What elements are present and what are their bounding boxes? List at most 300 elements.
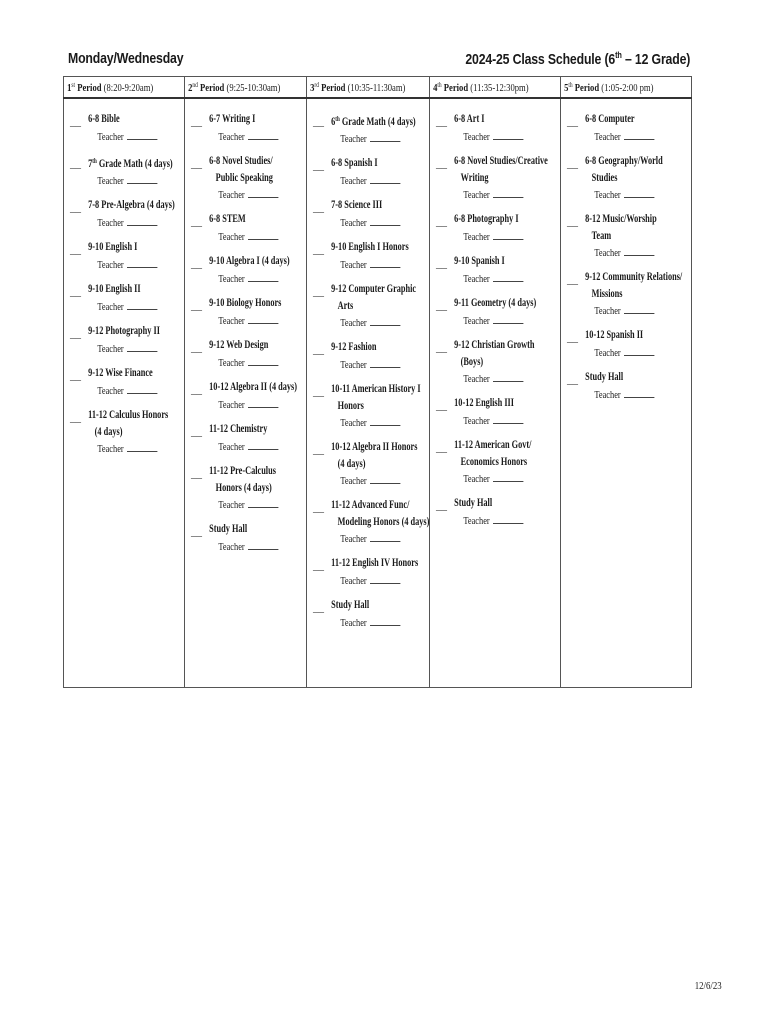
teacher-blank-line[interactable] (370, 531, 400, 542)
course-name-text: 11-12 Pre-Calculus (209, 465, 276, 477)
teacher-label: Teacher (97, 217, 124, 229)
teacher-blank-line[interactable] (127, 341, 157, 352)
period-header-row (64, 77, 692, 99)
selection-blank[interactable]: __ (436, 442, 447, 454)
teacher-field (191, 187, 275, 203)
course-entry (191, 211, 302, 245)
teacher-label: Teacher (340, 175, 367, 187)
teacher-field (191, 397, 275, 413)
course-entry (436, 111, 556, 145)
selection-blank[interactable]: __ (436, 342, 447, 354)
course-name (329, 281, 416, 298)
course-name (86, 239, 137, 256)
teacher-field (436, 413, 527, 429)
course-entry (313, 239, 425, 273)
teacher-label: Teacher (463, 231, 490, 243)
course-name-prefix: 7 (88, 158, 93, 170)
teacher-label: Teacher (594, 189, 621, 201)
selection-blank[interactable]: __ (436, 400, 447, 412)
teacher-blank-line[interactable] (493, 187, 523, 198)
course-name-text: 10-12 English III (454, 397, 514, 409)
teacher-label: Teacher (463, 273, 490, 285)
course-title-row (191, 211, 302, 229)
teacher-label: Teacher (594, 389, 621, 401)
course-title-row (436, 211, 556, 229)
selection-blank[interactable]: __ (191, 526, 202, 538)
teacher-label: Teacher (218, 441, 245, 453)
selection-blank[interactable]: __ (70, 328, 81, 340)
course-name (452, 111, 485, 128)
course-name-text: 6-8 Novel Studies/Creative (454, 155, 548, 167)
selection-blank[interactable]: __ (191, 216, 202, 228)
course-name-continued: Arts (337, 300, 354, 312)
course-name (583, 153, 663, 170)
teacher-blank-line[interactable] (370, 473, 400, 484)
teacher-field (313, 357, 398, 373)
teacher-field (70, 215, 154, 231)
course-name-continued: Missions (591, 288, 623, 300)
course-entry (567, 153, 687, 203)
teacher-blank-line[interactable] (624, 387, 654, 398)
selection-blank[interactable]: __ (436, 258, 447, 270)
course-title-row (436, 253, 556, 271)
teacher-blank-line[interactable] (370, 257, 400, 268)
course-name-block (86, 281, 162, 298)
teacher-label: Teacher (463, 131, 490, 143)
selection-blank[interactable]: __ (191, 426, 202, 438)
course-name-block (329, 339, 395, 356)
period-column-2 (185, 98, 307, 688)
course-title-row (191, 421, 302, 439)
teacher-field (191, 313, 275, 329)
teacher-blank-line[interactable] (370, 415, 400, 426)
teacher-blank-line[interactable] (624, 303, 654, 314)
course-name-block (452, 337, 567, 371)
teacher-blank-line[interactable] (370, 615, 400, 626)
teacher-blank-line[interactable] (370, 173, 400, 184)
selection-blank[interactable]: __ (436, 500, 447, 512)
selection-blank[interactable]: __ (313, 602, 324, 614)
course-name-text: 6-8 Photography I (454, 213, 519, 225)
selection-blank[interactable]: __ (191, 342, 202, 354)
course-name-text: 9-12 Web Design (209, 339, 269, 351)
teacher-blank-line[interactable] (127, 299, 157, 310)
course-name-text: 11-12 Advanced Func/ (331, 499, 410, 511)
course-name (329, 339, 376, 356)
teacher-blank-line[interactable] (248, 187, 278, 198)
course-name-block (86, 111, 133, 128)
course-name-continued: Honors (4 days) (215, 482, 272, 494)
course-entry (567, 369, 687, 403)
teacher-field (436, 229, 527, 245)
course-name-block (583, 369, 639, 386)
selection-blank[interactable]: __ (567, 216, 578, 228)
course-entry (191, 421, 302, 455)
selection-blank[interactable]: __ (70, 412, 81, 424)
course-entry (313, 597, 425, 631)
teacher-label: Teacher (97, 385, 124, 397)
course-name-text: 6-8 Spanish I (331, 157, 378, 169)
teacher-field (436, 187, 527, 203)
teacher-blank-line[interactable] (248, 497, 278, 508)
course-name-text: Study Hall (331, 599, 370, 611)
course-entry (436, 253, 556, 287)
course-name (207, 253, 290, 270)
teacher-field (567, 303, 658, 319)
course-title-row (191, 153, 302, 187)
selection-blank[interactable]: __ (313, 502, 324, 514)
selection-blank[interactable]: __ (313, 444, 324, 456)
course-title-row (436, 395, 556, 413)
course-name-block (452, 153, 585, 187)
course-title-row (70, 323, 180, 341)
teacher-field (70, 383, 154, 399)
course-name (583, 327, 643, 344)
teacher-field (191, 497, 275, 513)
selection-blank[interactable]: __ (191, 384, 202, 396)
teacher-field (313, 257, 398, 273)
course-title-row (191, 253, 302, 271)
teacher-field (436, 129, 527, 145)
selection-blank[interactable]: __ (70, 286, 81, 298)
teacher-label: Teacher (218, 273, 245, 285)
teacher-blank-line[interactable] (127, 173, 157, 184)
course-entry (70, 281, 180, 315)
course-name (329, 239, 409, 256)
course-name-block (452, 395, 538, 412)
course-name-continued: Public Speaking (215, 172, 273, 184)
course-name (329, 439, 417, 456)
course-name-text: 9-10 Biology Honors (209, 297, 282, 309)
course-name-text: 7-8 Science III (331, 199, 383, 211)
course-entry (313, 111, 425, 147)
course-name-text: 11-12 Calculus Honors (88, 409, 169, 421)
teacher-label: Teacher (218, 231, 245, 243)
teacher-field (313, 315, 398, 331)
teacher-blank-line[interactable] (370, 315, 400, 326)
course-title-row (191, 295, 302, 313)
course-name-block (583, 327, 667, 344)
course-name (329, 155, 378, 172)
course-name-block (207, 463, 303, 497)
teacher-field (191, 129, 275, 145)
course-entry (191, 111, 302, 145)
teacher-label: Teacher (594, 247, 621, 259)
course-name-block (329, 197, 403, 214)
course-name (583, 369, 623, 386)
teacher-field (313, 215, 398, 231)
course-name (452, 295, 536, 312)
teacher-field (313, 173, 398, 189)
course-name-text: 10-12 Algebra II (4 days) (209, 381, 298, 393)
teacher-blank-line[interactable] (493, 513, 523, 524)
course-entry (313, 155, 425, 189)
teacher-label: Teacher (594, 131, 621, 143)
teacher-field (70, 441, 154, 457)
course-entry (191, 295, 302, 329)
teacher-field (70, 173, 154, 189)
schedule-title-sup: th (614, 50, 622, 60)
course-name-text: Study Hall (454, 497, 493, 509)
course-name-block (86, 365, 179, 382)
teacher-blank-line[interactable] (248, 129, 278, 140)
selection-blank[interactable]: __ (313, 160, 324, 172)
teacher-field (191, 539, 275, 555)
selection-blank[interactable]: __ (191, 258, 202, 270)
teacher-blank-line[interactable] (127, 441, 157, 452)
course-entry (436, 437, 556, 487)
course-entry (567, 269, 687, 319)
course-title-row (436, 495, 556, 513)
selection-blank[interactable]: __ (567, 158, 578, 170)
teacher-field (436, 271, 527, 287)
course-name (207, 463, 276, 480)
course-name-text: 9-12 Community Relations/ (585, 271, 683, 283)
course-name-text: Study Hall (209, 523, 248, 535)
teacher-blank-line[interactable] (493, 413, 523, 424)
schedule-table (63, 76, 692, 688)
course-title-row (191, 111, 302, 129)
teacher-label: Teacher (218, 399, 245, 411)
teacher-field (191, 271, 275, 287)
schedule-title-pre: 2024-25 Class Schedule (6 (465, 51, 615, 68)
course-name-block (329, 239, 440, 256)
teacher-label: Teacher (340, 575, 367, 587)
teacher-blank-line[interactable] (493, 129, 523, 140)
teacher-label: Teacher (97, 301, 124, 313)
selection-blank[interactable]: __ (567, 332, 578, 344)
selection-blank[interactable]: __ (567, 374, 578, 386)
teacher-label: Teacher (218, 541, 245, 553)
course-name (452, 437, 531, 454)
course-name-text: 10-11 American History I (331, 383, 421, 395)
course-name-text: 11-12 American Govt/ (454, 439, 532, 451)
course-name (452, 253, 505, 270)
course-name-block (452, 253, 525, 270)
course-entry (191, 337, 302, 371)
course-entry (313, 381, 425, 431)
course-name-text: 6-8 STEM (209, 213, 246, 225)
selection-blank[interactable]: __ (436, 300, 447, 312)
course-name (583, 111, 635, 128)
teacher-blank-line[interactable] (370, 215, 400, 226)
course-name-text: 6-8 Bible (88, 113, 120, 125)
selection-blank[interactable]: __ (191, 158, 202, 170)
period-header-3: 3rd Period (10:35-11:30am) (307, 77, 430, 99)
course-title-row (191, 521, 302, 539)
course-name-continued: (4 days) (94, 426, 123, 438)
course-entry (70, 197, 180, 231)
course-name-text: 9-12 Fashion (331, 341, 377, 353)
course-name-text: 7-8 Pre-Algebra (4 days) (88, 199, 175, 211)
teacher-blank-line[interactable] (127, 129, 157, 140)
course-name-block (329, 555, 453, 572)
course-entry (70, 153, 180, 189)
course-entry (313, 497, 430, 547)
course-title-row (191, 463, 302, 497)
course-title-row (313, 439, 425, 473)
course-entry (567, 111, 687, 145)
period-column-5 (561, 98, 692, 688)
teacher-blank-line[interactable] (493, 271, 523, 282)
teacher-label: Teacher (340, 359, 367, 371)
course-name-text: 9-10 English I (88, 241, 138, 253)
course-entry (70, 365, 180, 399)
selection-blank[interactable]: __ (70, 370, 81, 382)
teacher-blank-line[interactable] (624, 245, 654, 256)
teacher-label: Teacher (340, 317, 367, 329)
course-title-row (567, 369, 687, 387)
teacher-label: Teacher (340, 259, 367, 271)
teacher-label: Teacher (463, 473, 490, 485)
selection-blank[interactable]: __ (313, 560, 324, 572)
teacher-blank-line[interactable] (248, 229, 278, 240)
selection-blank[interactable]: __ (567, 274, 578, 286)
course-name (86, 407, 168, 424)
course-entry (436, 337, 556, 387)
teacher-label: Teacher (340, 217, 367, 229)
selection-blank[interactable]: __ (313, 244, 324, 256)
selection-blank[interactable]: __ (567, 116, 578, 128)
selection-blank[interactable]: __ (70, 116, 81, 128)
course-title-row (436, 295, 556, 313)
teacher-blank-line[interactable] (127, 215, 157, 226)
teacher-blank-line[interactable] (248, 397, 278, 408)
course-title-row (70, 281, 180, 299)
course-entry (313, 439, 425, 489)
selection-blank[interactable]: __ (191, 300, 202, 312)
course-entry (436, 211, 556, 245)
course-name-text: 6-7 Writing I (209, 113, 256, 125)
teacher-label: Teacher (97, 259, 124, 271)
teacher-blank-line[interactable] (248, 539, 278, 550)
course-entry (70, 239, 180, 273)
selection-blank[interactable]: __ (313, 202, 324, 214)
course-name-block (452, 495, 508, 512)
course-name (452, 211, 519, 228)
teacher-blank-line[interactable] (248, 313, 278, 324)
teacher-label: Teacher (218, 189, 245, 201)
course-title-row (70, 365, 180, 383)
selection-blank[interactable]: __ (70, 244, 81, 256)
teacher-blank-line[interactable] (248, 271, 278, 282)
teacher-blank-line[interactable] (493, 471, 523, 482)
selection-blank[interactable]: __ (436, 116, 447, 128)
course-name (207, 211, 246, 228)
course-name-text: 11-12 English IV Honors (331, 557, 419, 569)
course-entry (567, 327, 687, 361)
course-title-row (70, 111, 180, 129)
course-name (86, 153, 173, 173)
teacher-label: Teacher (594, 305, 621, 317)
course-name-prefix: 6 (331, 116, 336, 128)
selection-blank[interactable]: __ (313, 344, 324, 356)
teacher-label: Teacher (218, 357, 245, 369)
course-name-block (207, 253, 322, 270)
selection-blank[interactable]: __ (191, 468, 202, 480)
period-column-1 (64, 98, 185, 688)
course-title-row (436, 337, 556, 371)
teacher-blank-line[interactable] (370, 573, 400, 584)
teacher-field (191, 439, 275, 455)
course-entry (567, 211, 687, 261)
course-title-row (313, 339, 425, 357)
teacher-blank-line[interactable] (624, 187, 654, 198)
course-entry (191, 521, 302, 555)
teacher-field (313, 473, 398, 489)
selection-blank[interactable]: __ (436, 158, 447, 170)
course-name (207, 295, 281, 312)
teacher-field (313, 131, 398, 147)
course-name-text: Study Hall (585, 371, 624, 383)
course-title-row (567, 153, 687, 187)
teacher-blank-line[interactable] (493, 313, 523, 324)
teacher-label: Teacher (97, 443, 124, 455)
course-name (86, 197, 175, 214)
course-name (452, 153, 548, 170)
teacher-blank-line[interactable] (370, 131, 400, 142)
selection-blank[interactable]: __ (70, 202, 81, 214)
teacher-blank-line[interactable] (248, 439, 278, 450)
selection-blank[interactable]: __ (313, 286, 324, 298)
course-name-text: 9-12 Wise Finance (88, 367, 153, 379)
course-name (86, 281, 141, 298)
teacher-field (313, 415, 398, 431)
teacher-label: Teacher (218, 315, 245, 327)
course-title-row (70, 239, 180, 257)
teacher-blank-line[interactable] (370, 357, 400, 368)
period-header-1: 1st Period (8:20-9:20am) (64, 77, 185, 99)
course-title-row (313, 497, 430, 531)
course-name-text: 9-10 Algebra I (4 days) (209, 255, 290, 267)
course-name (86, 365, 153, 382)
teacher-blank-line[interactable] (127, 383, 157, 394)
course-name-block (207, 153, 299, 187)
course-name-text: 8-12 Music/Worship (585, 213, 657, 225)
teacher-blank-line[interactable] (493, 229, 523, 240)
teacher-blank-line[interactable] (248, 355, 278, 366)
teacher-field (191, 229, 275, 245)
teacher-label: Teacher (463, 415, 490, 427)
teacher-blank-line[interactable] (127, 257, 157, 268)
teacher-field (567, 345, 658, 361)
selection-blank[interactable]: __ (313, 116, 324, 128)
course-title-row (436, 111, 556, 129)
selection-blank[interactable]: __ (70, 158, 81, 170)
teacher-field (191, 355, 275, 371)
course-name-block (329, 111, 449, 131)
teacher-blank-line[interactable] (624, 129, 654, 140)
teacher-blank-line[interactable] (624, 345, 654, 356)
teacher-field (70, 299, 154, 315)
course-name-continued: (4 days) (337, 458, 366, 470)
course-name-block (86, 323, 189, 340)
course-name-text: 9-10 English I Honors (331, 241, 409, 253)
course-name-block (583, 211, 685, 245)
course-entry (191, 153, 302, 203)
teacher-blank-line[interactable] (493, 371, 523, 382)
course-name-block (583, 111, 655, 128)
selection-blank[interactable]: __ (436, 216, 447, 228)
course-name (207, 421, 267, 438)
selection-blank[interactable]: __ (191, 116, 202, 128)
course-name-block (207, 337, 292, 354)
teacher-label: Teacher (97, 175, 124, 187)
selection-blank[interactable]: __ (313, 386, 324, 398)
teacher-label: Teacher (463, 315, 490, 327)
course-name-text: 10-12 Spanish II (585, 329, 644, 341)
course-name-text: 9-12 Photography II (88, 325, 160, 337)
